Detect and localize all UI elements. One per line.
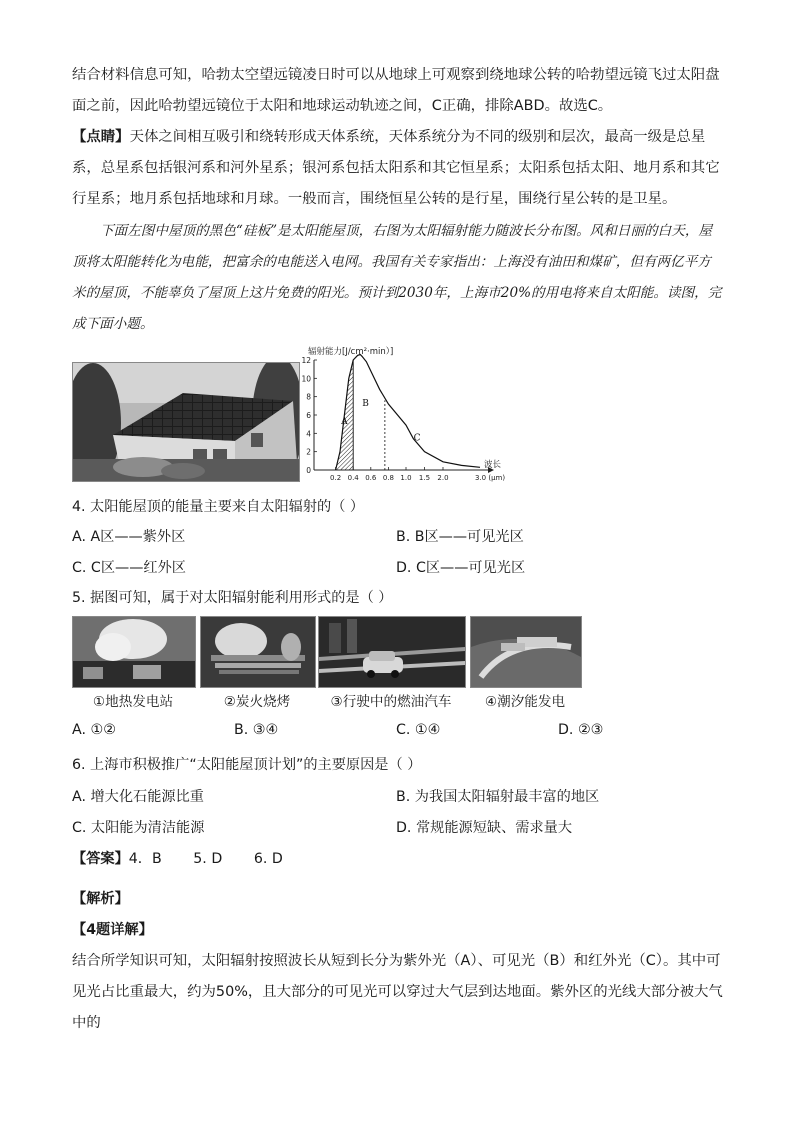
q5-caption-4: ④潮汐能发电 (484, 694, 566, 710)
q4-option-c[interactable]: C. C区——红外区 (72, 560, 186, 576)
chart-x-tick-label: 0.6 (365, 474, 377, 482)
chart-x-unit: 3.0 (μm) (475, 474, 506, 482)
q5-caption-2: ②炭火烧烤 (223, 694, 291, 710)
q4-option-d[interactable]: D. C区——可见光区 (396, 560, 526, 576)
q6-stem: 6. 上海市积极推广“太阳能屋顶计划”的主要原因是（ ） (72, 757, 422, 773)
chart-radiation-curve (336, 355, 480, 471)
q4-stem: 4. 太阳能屋顶的能量主要来自太阳辐射的（ ） (72, 499, 365, 515)
chart-x-tick-label: 0.2 (330, 474, 342, 482)
q4-option-b[interactable]: B. B区——可见光区 (396, 529, 524, 545)
geothermal-plant-photo (72, 616, 196, 688)
charcoal-barbecue-photo (200, 616, 316, 688)
q5-option-a[interactable]: A. ①② (72, 722, 116, 738)
analysis-label: 【解析】 (72, 891, 129, 907)
q5-stem: 5. 据图可知，属于对太阳辐射能利用形式的是（ ） (72, 590, 393, 606)
chart-x-tick-label: 1.5 (418, 474, 431, 482)
solar-house-photo (72, 362, 300, 482)
answer-label: 【答案】 (72, 851, 129, 867)
q5-caption-1: ①地热发电站 (92, 694, 174, 710)
q6-option-c[interactable]: C. 太阳能为清洁能源 (72, 820, 205, 836)
intro-paragraph: 结合材料信息可知，哈勃太空望远镜凌日时可以从地球上可观察到绕地球公转的哈勃望远镜飞过太阳盘面之前，因此哈勃望远镜位于太阳和地球运动轨迹之间，C正确，排除ABD。故选C。 (72, 67, 720, 114)
q4-detail-label: 【4题详解】 (72, 922, 153, 938)
answer-line (72, 848, 283, 868)
chart-y-tick-label: 4 (306, 429, 311, 439)
q6-option-a[interactable]: A. 增大化石能源比重 (72, 789, 204, 805)
chart-y-tick-label: 2 (306, 447, 311, 457)
q4-detail-paragraph: 结合所学知识可知，太阳辐射按照波长从短到长分为紫外光（A）、可见光（B）和红外光（C）。其中可见光占比重最大，约为50%，且大部分的可见光可以穿过大气层到达地面。紫外区的光线大部分被大气中的 (72, 953, 723, 1031)
fuel-car-photo (318, 616, 466, 688)
tidal-power-photo (470, 616, 582, 688)
chart-region-label: B (362, 398, 369, 409)
chart-y-tick-label: 12 (301, 356, 311, 365)
chart-xlabel: 波长 (484, 460, 502, 470)
chart-x-tick-label: 0.8 (382, 474, 394, 482)
dianjing-paragraph (72, 122, 724, 215)
chart-x-tick-label: 0.4 (347, 474, 359, 482)
chart-x-tick-label: 1.0 (400, 474, 412, 482)
dianjing-label: 【点睛】 (72, 129, 130, 145)
chart-x-tick-label: 2.0 (437, 474, 449, 482)
dianjing-text: 天体之间相互吸引和绕转形成天体系统，天体系统分为不同的级别和层次，最高一级是总星系，总星系包括银河系和河外星系；银河系包括太阳系和其它恒星系；太阳系包括太阳、地月系和其它行星系；地月系包括地球和月球。一般而言，围绕恒星公转的是行星，围绕行星公转的是卫星。 (72, 129, 720, 207)
chart-y-tick-label: 0 (306, 466, 311, 475)
q5-caption-3: ③行驶中的燃油汽车 (330, 694, 452, 710)
q6-option-d[interactable]: D. 常规能源短缺、需求量大 (396, 820, 573, 836)
material-paragraph: 下面左图中屋顶的黑色“硅板”是太阳能屋顶，右图为太阳辐射能力随波长分布图。风和日丽的白天，屋顶将太阳能转化为电能，把富余的电能送入电网。我国有关专家指出：上海没有油田和煤矿，但有两亿平方米的屋顶，不能辜负了屋顶上这片免费的阳光。预计到2030年，上海市20%的用电将来自太阳能。读图，完成下面小题。 (72, 223, 722, 332)
answer-values: 4．B 5. D 6. D (128, 851, 283, 867)
chart-ylabel: 辐射能力[J/cm²·min）] (308, 347, 394, 357)
radiation-chart (292, 340, 514, 486)
q5-option-b[interactable]: B. ③④ (234, 722, 279, 738)
chart-y-tick-label: 6 (306, 411, 311, 420)
chart-region-label: C (413, 433, 421, 444)
q5-option-c[interactable]: C. ①④ (396, 722, 441, 738)
q5-option-d[interactable]: D. ②③ (558, 722, 604, 738)
q6-option-b[interactable]: B. 为我国太阳辐射最丰富的地区 (396, 789, 600, 805)
q4-option-a[interactable]: A. A区——紫外区 (72, 529, 186, 545)
chart-y-tick-label: 8 (306, 392, 311, 402)
chart-y-tick-label: 10 (301, 374, 311, 384)
chart-region-label: A (341, 417, 348, 428)
